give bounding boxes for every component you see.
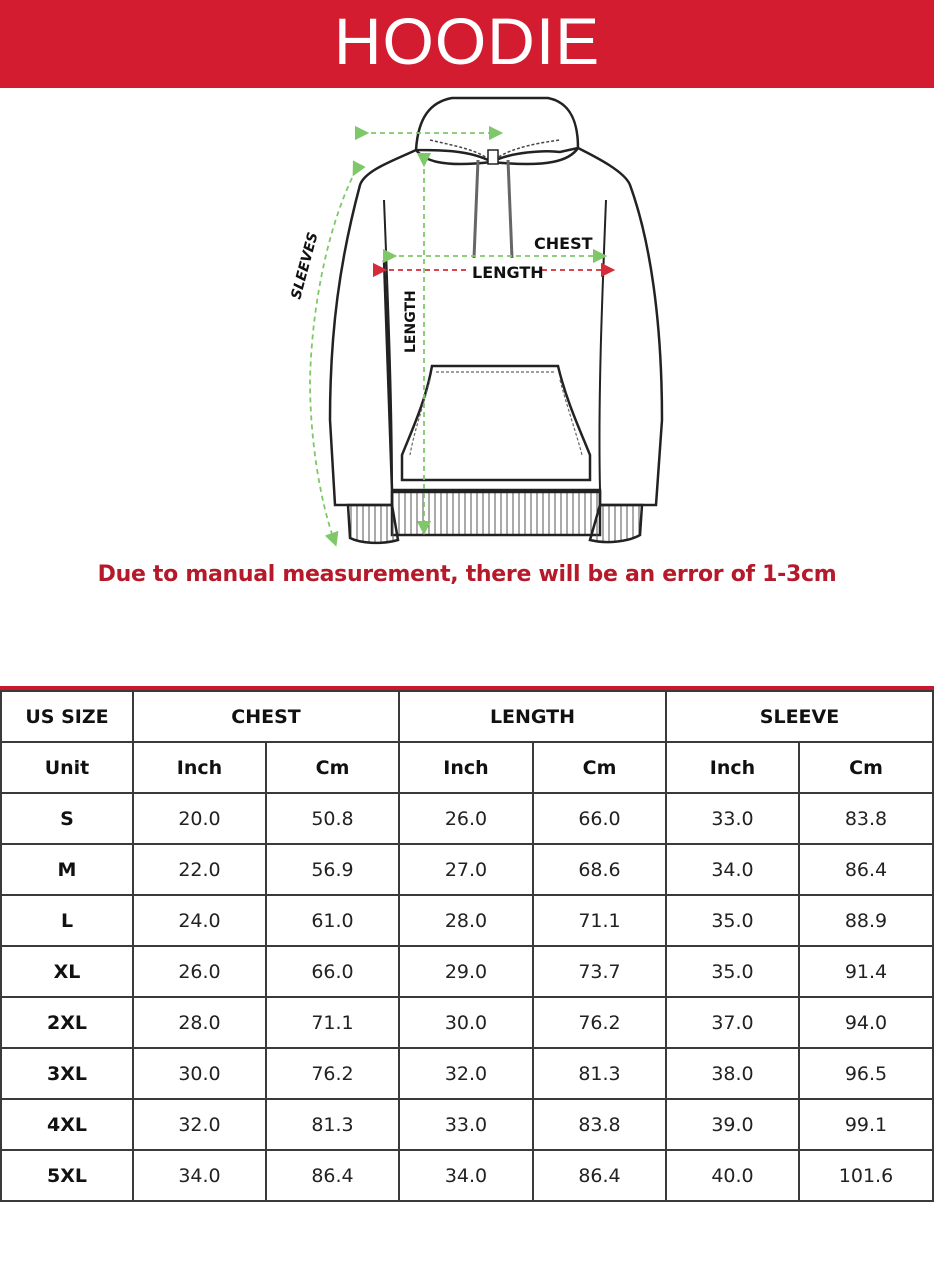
cell-length-inch: 34.0: [399, 1150, 533, 1201]
table-row: [1, 997, 933, 1048]
cell-sleeve-inch: 37.0: [666, 997, 799, 1048]
size-chart: [0, 686, 934, 1202]
cell-size: 4XL: [1, 1099, 133, 1150]
cell-sleeve-inch: 40.0: [666, 1150, 799, 1201]
cell-chest-inch: 24.0: [133, 895, 266, 946]
cell-sleeve-inch: 35.0: [666, 895, 799, 946]
header-chest: CHEST: [133, 691, 399, 742]
unit-label: Unit: [1, 742, 133, 793]
cell-size: M: [1, 844, 133, 895]
cell-chest-cm: 50.8: [266, 793, 399, 844]
cell-chest-inch: 28.0: [133, 997, 266, 1048]
cell-chest-inch: 32.0: [133, 1099, 266, 1150]
unit-chest-inch: Inch: [133, 742, 266, 793]
cell-chest-inch: 26.0: [133, 946, 266, 997]
cell-chest-inch: 34.0: [133, 1150, 266, 1201]
cell-size: 2XL: [1, 997, 133, 1048]
cell-chest-inch: 22.0: [133, 844, 266, 895]
cell-chest-cm: 81.3: [266, 1099, 399, 1150]
size-table: [0, 690, 934, 1202]
page-title: HOODIE: [0, 0, 934, 88]
cell-chest-cm: 76.2: [266, 1048, 399, 1099]
cell-chest-cm: 86.4: [266, 1150, 399, 1201]
cell-sleeve-cm: 96.5: [799, 1048, 933, 1099]
header-length: LENGTH: [399, 691, 666, 742]
cell-sleeve-inch: 38.0: [666, 1048, 799, 1099]
cell-sleeve-inch: 34.0: [666, 844, 799, 895]
unit-length-cm: Cm: [533, 742, 666, 793]
hoodie-diagram: [0, 88, 934, 558]
table-row: [1, 844, 933, 895]
header-sleeve: SLEEVE: [666, 691, 933, 742]
cell-length-cm: 73.7: [533, 946, 666, 997]
size-rows: [1, 793, 933, 1201]
cell-sleeve-cm: 101.6: [799, 1150, 933, 1201]
cell-length-cm: 68.6: [533, 844, 666, 895]
unit-length-inch: Inch: [399, 742, 533, 793]
cell-chest-cm: 56.9: [266, 844, 399, 895]
cell-sleeve-inch: 33.0: [666, 793, 799, 844]
cell-sleeve-cm: 88.9: [799, 895, 933, 946]
cell-size: 3XL: [1, 1048, 133, 1099]
table-row: [1, 946, 933, 997]
cell-size: S: [1, 793, 133, 844]
cell-sleeve-cm: 83.8: [799, 793, 933, 844]
cell-length-cm: 81.3: [533, 1048, 666, 1099]
length-horizontal-label: LENGTH: [472, 263, 544, 282]
cell-size: 5XL: [1, 1150, 133, 1201]
cell-length-cm: 86.4: [533, 1150, 666, 1201]
cell-length-cm: 83.8: [533, 1099, 666, 1150]
cell-length-inch: 32.0: [399, 1048, 533, 1099]
cell-chest-inch: 20.0: [133, 793, 266, 844]
cell-length-inch: 26.0: [399, 793, 533, 844]
length-vertical-label: LENGTH: [403, 290, 419, 353]
cell-length-inch: 33.0: [399, 1099, 533, 1150]
unit-sleeve-cm: Cm: [799, 742, 933, 793]
header-row-groups: [1, 691, 933, 742]
cell-length-cm: 66.0: [533, 793, 666, 844]
cell-length-inch: 29.0: [399, 946, 533, 997]
cell-sleeve-inch: 35.0: [666, 946, 799, 997]
left-cuff: [348, 505, 398, 543]
cell-chest-inch: 30.0: [133, 1048, 266, 1099]
unit-sleeve-inch: Inch: [666, 742, 799, 793]
cell-chest-cm: 61.0: [266, 895, 399, 946]
cell-sleeve-cm: 86.4: [799, 844, 933, 895]
table-row: [1, 895, 933, 946]
table-row: [1, 1150, 933, 1201]
cell-sleeve-cm: 91.4: [799, 946, 933, 997]
cell-size: L: [1, 895, 133, 946]
cell-sleeve-inch: 39.0: [666, 1099, 799, 1150]
header-us-size: US SIZE: [1, 691, 133, 742]
cell-length-cm: 71.1: [533, 895, 666, 946]
table-row: [1, 1099, 933, 1150]
table-row: [1, 793, 933, 844]
chest-label: CHEST: [534, 234, 593, 253]
cell-length-inch: 27.0: [399, 844, 533, 895]
cell-sleeve-cm: 94.0: [799, 997, 933, 1048]
cell-size: XL: [1, 946, 133, 997]
right-cuff: [590, 505, 642, 542]
cell-chest-cm: 66.0: [266, 946, 399, 997]
sleeves-label: SLEEVES: [288, 230, 322, 302]
header-row-units: [1, 742, 933, 793]
measurement-note: Due to manual measurement, there will be an error of 1-3cm: [97, 562, 837, 587]
cell-length-cm: 76.2: [533, 997, 666, 1048]
cell-length-inch: 28.0: [399, 895, 533, 946]
pocket-outline: [402, 366, 590, 480]
cell-sleeve-cm: 99.1: [799, 1099, 933, 1150]
unit-chest-cm: Cm: [266, 742, 399, 793]
cell-chest-cm: 71.1: [266, 997, 399, 1048]
cell-length-inch: 30.0: [399, 997, 533, 1048]
table-row: [1, 1048, 933, 1099]
